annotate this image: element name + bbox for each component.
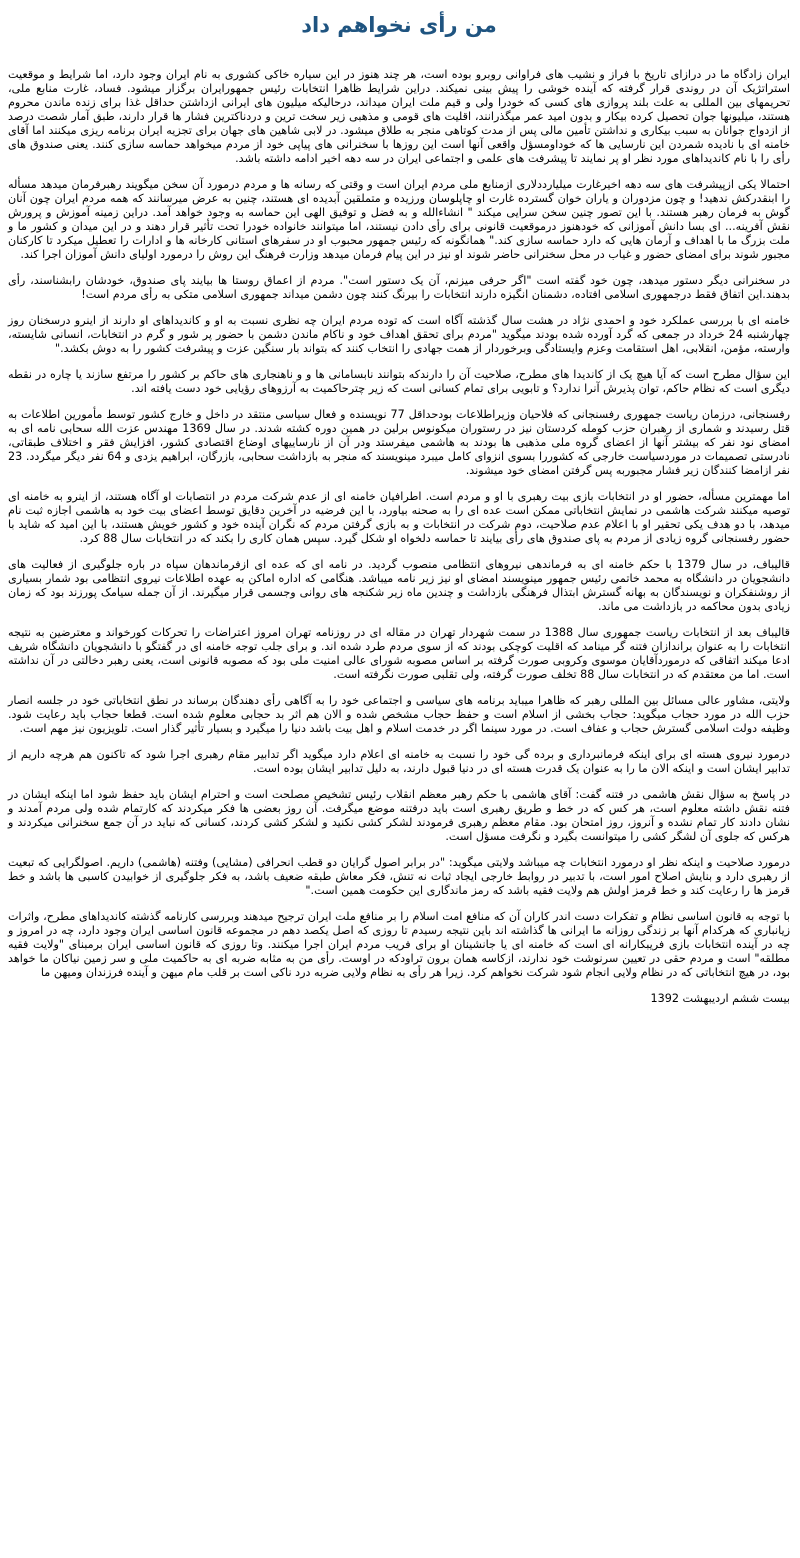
article-paragraph-4: خامنه ای با بررسی عملکرد خود و احمدی نژاد در هشت سال گذشته آگاه است که توده مردم ایران چه نظری نسبت به او و کاندیداهای او دارند از اینرو درسخنان روز چهارشنبه 24 خرداد در جمعی که گرد آورده شده بودند میگوید "مردم برای تحقق اهداف خود و ناکام ماندن دشمن با حضور پر شور و گرم در انتخابات، انسانی شایسته، وارسته، مؤمن، انقلابی، اهل استقامت وعزم وایستادگی وبرخوردار از همت جهادی را انتخاب کنند که بتواند بار سنگین عزت و پیشرفت کشور را به دوش بکشد." xyxy=(8,314,790,355)
article-paragraph-9: قالیباف بعد از انتخابات ریاست جمهوری سال 1388 در سمت شهردار تهران در مقاله ای در روزنامه تهران امروز اعتراضات را تحرکات کورخواند و معترضین به نتیجه انتخابات را به عنوان براندازان فتنه گر مینامد که اقلیت کوچکی بودند که از سوی مردم طرد شده اند. و برای جلب توجه خامنه ای در گفتگو با دانشجویان دانشگاه شریف ادعا میکند اتفاقی که درموردآقایان موسوی وکروبی صورت گرفته بر اساس مصوبه شورای عالی امنیت ملی بود که مصوبه قانونی است، یعنی رهبر دخالتی در آن نداشته است. اما من معتقدم که در انتخابات سال 88 تخلف صورت گرفته، ولی تقلبی صورت نگرفته است. xyxy=(8,626,790,681)
article-paragraph-7: اما مهمترین مسأله، حضور او در انتخابات بازی بیت رهبری با او و مردم است. اطرافیان خامنه ای از عدم شرکت مردم در انتصابات او آگاه هستند، از اینرو به خامنه ای توصیه میکنند شرکت هاشمی در نمایش انتخاباتی ممکن است عده ای را به صحنه بیاورد، با این فرضیه در آخرین دقایق توسط اعضای بیت خود به هاشمی اجازه ثبت نام میدهد، با دو هدف یکی تحقیر او با اعلام عدم صلاحیت، دوم شرکت در انتخابات و به بازی گرفتن مردم که نگران آینده خود و کشور خویش هستند، با این امید که شاید با حضور رفسنجانی گروه زیادی از مردم به پای صندوق های رأی بیایند تا حماسه دلخواه او شکل گیرد. سپس همان کاری را بکند که در انتخابات سال 88 کرد. xyxy=(8,490,790,545)
article-paragraph-14: با توجه به قانون اساسی نظام و تفکرات دست اندر کاران آن که منافع امت اسلام را بر منافع ملت ایران ترجیح میدهند وبررسی کارنامه گذشته کاندیداهای مطرح، واثرات زیانباری که هرکدام آنها بر زندگی روزانه ما ایرانی ها گذاشته اند باین نتیجه رسیدم تا روزی که اصل یکصد دهم در مجموعه قانون اساسی ایران وجود دارد، چه در امروز و چه در آینده انتخابات بازی فریبکارانه ای است که خامنه ای یا جانشینان او برای فریب مردم ایران اجرا میکنند. وتا روزی که قانون اساسی ایران برمبنای "ولایت فقیه مطلقه" است و مردم حقی در تعیین سرنوشت خود ندارند، ازکاسه همان برون تراودکه در اوست. رأی من به مثابه ضربه ای به حاکمیت ملی و سر زمین نیاکان ما خواهد بود، در هیچ انتخاباتی که در نظام ولایی انجام شود شرکت نخواهم کرد. زیرا هر رأی به نظام ولایی ضربه درد ناکی است بر قلب مام میهن و آینده فرزندان ومیهن ما xyxy=(8,910,790,979)
article-paragraph-11: درمورد نیروی هسته ای برای اینکه فرمانبرداری و برده گی خود را نسبت به خامنه ای اعلام دارد میگوید اگر تدابیر مقام رهبری اجرا شود که تاکنون هم هرچه داریم از تدابیر ایشان است و اینکه الان ما را به عنوان یک قدرت هسته ای در دنیا قبول دارند، به دلیل تدابیر ایشان بوده است. xyxy=(8,748,790,775)
article-paragraph-10: ولایتی، مشاور عالی مسائل بین المللی رهبر که ظاهرا میباید برنامه های سیاسی و اجتماعی خود را به آگاهی رأی دهندگان برساند در نطق انتخاباتی خود در جلسه انصار حزب الله در مورد حجاب میگوید: حجاب بخشی از اسلام است و حفظ حجاب مشخص شده و الان هم اثر بد حجابی معلوم شده است. قطعا حجاب باید رعایت شود. وظیفه دولت اسلامی گسترش حجاب و عفاف است. در مورد سینما اگر در خدمت اسلام و اهل بیت باشد دنیا را میگیرد و بسیار تأثیر گذار است. تلویزیون نیز مهم است. xyxy=(8,694,790,735)
article-paragraph-3: در سخنرانی دیگر دستور میدهد، چون خود گفته است "اگر حرفی میزنم، آن یک دستور است". مردم از اعماق روستا ها بیایند پای صندوق، خودشان رابشناسند، رأی بدهند.این اتفاق فقط درجمهوری اسلامی افتاده، دشمنان انگیزه دارند انتخابات را بیرنگ کنند چون دشمن میداند جمهوری اسلامی متکی به رأی مردم است! xyxy=(8,274,790,301)
article-paragraph-5: این سؤال مطرح است که آیا هیچ یک از کاندیدا های مطرح، صلاحیت آن را دارندکه بتوانند نابسامانی ها و و ناهنجاری های حاکم بر کشور را مرتفع سازند یا چاره در نقطه دیگری است که نظام حاکم، توان پذیرش آنرا ندارد؟ و تابویی برای تمام کسانی است که زیر چترحاکمیت به آرزوهای رؤیایی خود دست یافته اند. xyxy=(8,368,790,395)
article-paragraph-8: قالیباف، در سال 1379 با حکم خامنه ای به فرماندهی نیروهای انتظامی منصوب گردید. در نامه ای که عده ای ازفرماندهان سپاه در باره جلوگیری از فعالیت های دانشجویان در دانشگاه به محمد خاتمی رئیس جمهور مینویسند امضای او نیز زیر نامه میباشد. هنگامی که اداره اماکن به عهده اطلاعات نیروی انتظامی بود شمار بسیاری از روشنفکران و نویسندگان به بهانه گسترش ابتذال فرهنگی بازداشت و چندین ماه زیر شکنجه های روانی وجسمی قرار میگیرند. از آن جمله سیامک پورزند بود که زمان زیادی بدون محاکمه در بازداشت می ماند. xyxy=(8,558,790,613)
article-page xyxy=(0,9,800,1558)
article-paragraph-13: درمورد صلاحیت و اینکه نظر او درمورد انتخابات چه میباشد ولایتی میگوید: "در برابر اصول گرایان دو قطب انحرافی (مشایی) وفتنه (هاشمی) داریم. اصولگرایی که تبعیت از رهبری دارد و بنایش اصلاح امور است، با تدبیر در روابط خارجی ایجاد ثبات نه تنش، فکر معاش طبقه ضعیف باشد، به فکر جلوگیری از خوابیدن کاسبی ها باشد و خط قرمز ها را رعایت کند و خط قرمز اولش هم ولایت فقیه باشد که رمز ماندگاری این حکومت همین است." xyxy=(8,856,790,897)
article-paragraph-6: رفسنجانی، درزمان ریاست جمهوری رفسنجانی که فلاحیان وزیراطلاعات بودحداقل 77 نویسنده و فعال سیاسی منتقد در داخل و خارج کشور توسط مأمورین اطلاعات به قتل رسیدند و شماری از رهبران حزب کومله کردستان نیز در رستوران میکونوس برلین در همین دوره کشته شدند. در سال 1369 مهندس عزت الله سحابی نامه ای به امضای نود نفر که بیشتر آنها از اعضای گروه ملی مذهبی ها بودند به هاشمی میفرستد ودر آن از نارساییهای اوضاع اقتصادی کشور، افزایش فقر و اختلاف طبقاتی، نادرستی تصمیمات در موردسیاست خارجی که کشوررا بسوی انزوای کامل میبرد مینویسند که منجر به بازداشت سحابی، بازرگان، ابراهیم یزدی و 64 نفر دیگر میگردد. 23 نفر ازامضا کنندگان زیر فشار مجبوربه پس گرفتن امضای خود میشوند. xyxy=(8,408,790,477)
article-paragraph-2: احتمالا یکی ازپیشرفت های سه دهه اخیرغارت میلیارددلاری ازمنابع ملی مردم ایران است و وقتی که رسانه ها و مردم درمورد آن سخن میگویند رهبرفرمان میدهد مسأله را ابنقدرکش ندهید! و چون مزدوران و یاران خوان گسترده غارت او چاپلوسان ورزیده و متملقین آبدیده ای هستند، چنین به عرض میرسانند که همه مردم ایران چون آنان گوش به فرمان رهبر هستند. با این تصور چنین سخن سرایی میکند " انشاءالله و به فضل و توفیق الهی این حماسه به وجود خواهد آمد. دراین زمینه آموزش و پرورش نقش آفرینه... ای بسا دانش آموزانی که خودهنوز درموقعیت قانونی برای رأی دادن نیستند، اما میتوانند خانواده خودرا تحت تأثیر قرار دهند و در این میدان و کشور ما و ملت بزرگ ما با اهداف و آرمان هایی که دارد حماسه سازی کند." همانگونه که رئیس جمهور محبوب او در سفرهای استانی کارخانه ها و ادارات را تعطیل میکرد تا کارکنان مجبور شوند برای امضای حضور و غیاب در محل سخنرانی حاضر شوند او نیز در این پیام فرمان میدهد وزارت فرهنگ این روش را درمورد اولیای دانش آموزان اجرا کند. xyxy=(8,178,790,261)
article-paragraph-1: ایران زادگاه ما در درازای تاریخ با فراز و نشیب های فراوانی روبرو بوده است، هر چند هنوز در این سیاره خاکی کشوری به نام ایران وجود دارد، اما شرایط و موقعیت استراتژیک آن در روندی قرار گرفته که آینده خوشی را پیش بینی نمیکند. دراین شرایط ظاهرا انتخابات رئیس جمهورایران برگزار میشود. فساد، غارت منابع ملی، تحریمهای بین المللی به علت بلند پروازی های کسی که خودرا ولی و قیم ملت ایران میداند، درحالیکه میلیون های ایرانی ازداشتن حداقل غذا برای زنده ماندن محروم هستند، میلیونها جوان تحصیل کرده بیکار و بدون امید عمر میگذرانند، اقلیت های قومی و مذهبی زیر سخت ترین و دردناکترین فشار ها قرار دارند، طبق آمار شصت درصد از ازدواج جوانان به سبب بیکاری و نداشتن تأمین مالی پس از مدت کوتاهی منجر به طلاق میشود. در لابی شاهین های جهان برای تجزیه ایران برنامه ریزی میکنند اما آقای خامنه ای با نادیده شمردن این نارسایی ها که خوداومسؤل واقعی آنها است این روزها با سخنرانی های پیاپی خود از مردم میخواهد حماسه سازی کنند. یعنی صندوق های رأی را با نام کاندیداهای مورد نظر او پر نمایند تا پیشرفت های علمی و اجتماعی ایران در سه دهه اخیر ادامه داشته باشد. xyxy=(8,68,790,165)
article-paragraph-12: در پاسخ به سؤال نقش هاشمی در فتنه گفت: آقای هاشمی با حکم رهبر معظم انقلاب رئیس تشخیص مصلحت است و احترام ایشان باید حفظ شود اما اینکه ایشان در فتنه نقش داشته معلوم است، هر کس که در خط و طریق رهبری است باید درفتنه موضع میگرفت. آن روز بعضی ها فکر میکردند که کارتمام شده ولی مردم آمدند و نشان دادند کار تمام نشده و آنروز، روز امتحان بود. مقام معظم رهبری فرمودند لشکر کشی نکنید و لشکر کشی کردند، کسانی که نباید در آن جمع سخنرانی میکردند و هرکس که جلوی آن لشگر کشی را میتوانست بگیرد و نگرفت مسؤل است. xyxy=(8,788,790,843)
page-title: من رأی نخواهم داد xyxy=(301,13,497,37)
article-body xyxy=(8,68,790,1006)
article-date: بیست ششم اردیبهشت 1392 xyxy=(650,992,790,1005)
